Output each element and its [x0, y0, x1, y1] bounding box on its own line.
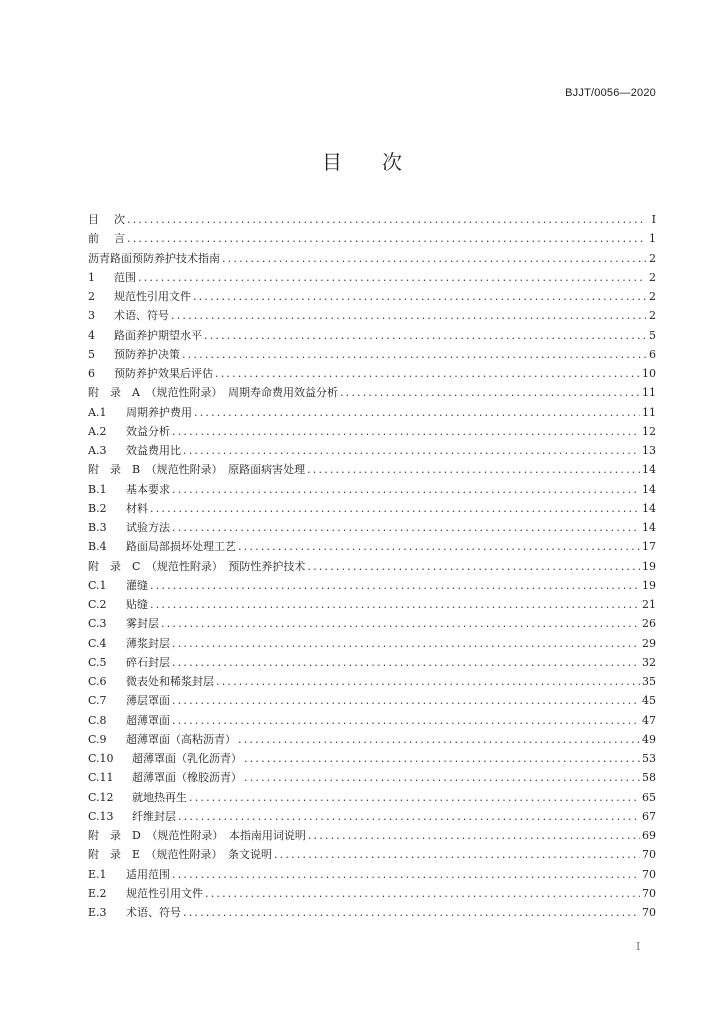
- toc-entry-page: 2: [649, 290, 656, 303]
- toc-entry-page: 58: [642, 771, 656, 785]
- page-number: I: [636, 940, 641, 953]
- toc-leader-dots: [172, 691, 640, 710]
- toc-leader-dots: [150, 576, 640, 595]
- toc-leader-dots: [172, 634, 640, 653]
- toc-entry[interactable]: [88, 768, 656, 787]
- toc-entry[interactable]: [88, 249, 656, 268]
- toc-entry[interactable]: [88, 287, 656, 306]
- toc-entry-title: 预防养护效果后评估: [114, 367, 213, 380]
- toc-leader-dots: [238, 537, 640, 556]
- toc-entry-title: 碎石封层: [126, 655, 170, 669]
- toc-entry-page: 14: [642, 501, 656, 515]
- toc-entry[interactable]: [88, 326, 656, 345]
- toc-entry-title: 预防养护决策: [114, 347, 180, 361]
- toc-entry-page: 19: [642, 578, 656, 592]
- toc-entry-page: 12: [642, 424, 656, 438]
- toc-leader-dots: [171, 306, 646, 325]
- toc-leader-dots: [308, 826, 640, 845]
- toc-entry-page: 70: [642, 906, 656, 919]
- toc-entry[interactable]: [88, 229, 656, 248]
- toc-entry-page: 32: [642, 655, 656, 669]
- toc-entry-page: 70: [642, 848, 656, 862]
- toc-leader-dots: [172, 653, 640, 672]
- toc-entry-page: 19: [642, 559, 656, 573]
- toc-entry-title: 纤维封层: [132, 809, 176, 823]
- toc-entry-number: C.12: [88, 790, 114, 804]
- toc-entry-page: 47: [642, 713, 656, 727]
- toc-entry-title: 附 录 D （规范性附录） 本指南用词说明: [88, 829, 306, 842]
- toc-entry-title: 雾封层: [126, 617, 159, 631]
- toc-entry-title: 材料: [126, 501, 148, 515]
- toc-entry-number: C.3: [88, 617, 107, 631]
- toc-entry[interactable]: [88, 537, 656, 556]
- toc-entry-title: 就地热再生: [132, 790, 187, 804]
- toc-entry-number: 4: [88, 328, 95, 342]
- toc-entry-number: C.6: [88, 675, 107, 688]
- toc-entry[interactable]: [88, 614, 656, 633]
- toc-entry-page: 11: [642, 386, 656, 400]
- toc-entry-page: 13: [642, 444, 656, 457]
- toc-entry-number: C.1: [88, 578, 107, 592]
- toc-entry-title: 超薄罩面（高粘沥青）: [126, 732, 236, 746]
- document-code: BJJT/0056—2020: [565, 87, 656, 99]
- toc-entry-number: 5: [88, 347, 95, 361]
- toc-leader-dots: [189, 788, 640, 807]
- toc-entry-title: 术语、符号: [126, 906, 181, 919]
- toc-entry-page: 14: [642, 463, 656, 477]
- toc-entry-title: 路面养护期望水平: [114, 328, 202, 342]
- toc-entry-title: 基本要求: [126, 482, 170, 496]
- toc-leader-dots: [244, 768, 640, 787]
- toc-entry-page: 21: [642, 598, 656, 611]
- toc-entry-page: 14: [642, 521, 656, 534]
- toc-entry-number: A.3: [88, 444, 107, 457]
- toc-leader-dots: [194, 403, 640, 422]
- toc-entry-title: 效益分析: [126, 424, 170, 438]
- toc-entry-title: 次: [114, 213, 125, 226]
- toc-entry-number: B.2: [88, 501, 107, 515]
- toc-entry[interactable]: [88, 557, 656, 576]
- toc-entry-title: 附 录 A （规范性附录） 周期寿命费用效益分析: [88, 386, 338, 400]
- toc-leader-dots: [150, 499, 640, 518]
- toc-entry[interactable]: [88, 653, 656, 672]
- toc-entry-number: E.2: [88, 886, 107, 900]
- toc-entry-title: 超薄罩面: [126, 713, 170, 727]
- toc-entry-page: 53: [642, 752, 656, 765]
- toc-leader-dots: [340, 383, 640, 402]
- toc-entry[interactable]: [88, 499, 656, 518]
- toc-leader-dots: [183, 441, 640, 460]
- toc-entry-page: 69: [642, 829, 656, 842]
- toc-entry-page: 5: [649, 328, 656, 342]
- toc-leader-dots: [307, 557, 640, 576]
- toc-entry-title: 适用范围: [126, 867, 170, 881]
- toc-entry-title: 附 录 E （规范性附录） 条文说明: [88, 848, 273, 862]
- toc-entry-page: 2: [649, 251, 656, 265]
- toc-entry-title: 薄层罩面: [126, 694, 170, 708]
- toc-entry-page: 67: [642, 809, 656, 823]
- toc-entry-number: 1: [88, 270, 95, 284]
- toc-entry-number: C.10: [88, 752, 114, 765]
- toc-leader-dots: [138, 268, 646, 287]
- toc-leader-dots: [238, 730, 640, 749]
- toc-entry[interactable]: [88, 711, 656, 730]
- toc-leader-dots: [204, 326, 646, 345]
- toc-leader-dots: [172, 422, 640, 441]
- toc-entry-page: 14: [642, 482, 656, 496]
- toc-entry[interactable]: [88, 788, 656, 807]
- toc-entry-number: C.5: [88, 655, 107, 669]
- toc-leader-dots: [205, 884, 640, 903]
- toc-entry[interactable]: [88, 383, 656, 402]
- toc-entry-page: 65: [642, 790, 656, 804]
- toc-leader-dots: [182, 345, 646, 364]
- toc-entry-page: 6: [649, 347, 656, 361]
- toc-entry[interactable]: [88, 884, 656, 903]
- toc-entry-number: 3: [88, 309, 95, 323]
- table-of-contents: [88, 210, 656, 922]
- toc-entry-title: 规范性引用文件: [114, 290, 191, 303]
- toc-entry-number: A.1: [88, 405, 107, 419]
- toc-leader-dots: [244, 749, 640, 768]
- toc-entry[interactable]: [88, 441, 656, 460]
- toc-entry[interactable]: [88, 345, 656, 364]
- toc-title: [0, 146, 724, 175]
- toc-leader-dots: [161, 614, 640, 633]
- toc-entry-number: E.1: [88, 867, 107, 881]
- toc-entry-page: 35: [642, 675, 656, 688]
- toc-entry-title: 术语、符号: [114, 309, 169, 323]
- toc-leader-dots: [274, 845, 640, 864]
- toc-title-left: 目: [322, 150, 342, 174]
- toc-entry[interactable]: [88, 672, 656, 691]
- toc-entry-title: 薄浆封层: [126, 636, 170, 650]
- toc-entry[interactable]: [88, 845, 656, 864]
- toc-leader-dots: [178, 807, 640, 826]
- toc-entry[interactable]: [88, 634, 656, 653]
- toc-entry-page: 1: [649, 232, 656, 246]
- toc-entry[interactable]: [88, 306, 656, 325]
- toc-entry[interactable]: [88, 422, 656, 441]
- toc-title-right: 次: [382, 150, 402, 174]
- toc-leader-dots: [216, 672, 640, 691]
- toc-entry-number: 目: [88, 213, 99, 226]
- toc-entry-title: 试验方法: [126, 521, 170, 534]
- toc-entry-number: C.7: [88, 694, 107, 708]
- toc-entry-number: C.11: [88, 771, 114, 785]
- toc-entry[interactable]: [88, 595, 656, 614]
- toc-leader-dots: [215, 364, 640, 383]
- toc-entry-number: 6: [88, 367, 95, 380]
- toc-entry[interactable]: [88, 576, 656, 595]
- toc-entry-number: C.8: [88, 713, 107, 727]
- toc-entry[interactable]: [88, 460, 656, 479]
- toc-leader-dots: [307, 460, 640, 479]
- toc-entry-title: 灌缝: [126, 578, 148, 592]
- toc-entry[interactable]: [88, 807, 656, 826]
- toc-entry-page: I: [651, 213, 656, 226]
- toc-entry-page: 10: [642, 367, 656, 380]
- toc-entry-page: 29: [642, 636, 656, 650]
- toc-entry-page: 2: [649, 309, 656, 323]
- toc-entry-title: 超薄罩面（乳化沥青）: [132, 752, 242, 765]
- toc-entry[interactable]: [88, 518, 656, 537]
- toc-leader-dots: [222, 249, 646, 268]
- toc-entry[interactable]: [88, 826, 656, 845]
- toc-entry-title: 周期养护费用: [126, 405, 192, 419]
- toc-entry-title: 附 录 B （规范性附录） 原路面病害处理: [88, 463, 306, 477]
- toc-entry-title: 规范性引用文件: [126, 886, 203, 900]
- toc-entry-page: 70: [642, 867, 656, 881]
- toc-leader-dots: [172, 711, 640, 730]
- toc-entry-page: 17: [642, 540, 656, 554]
- toc-entry[interactable]: [88, 691, 656, 710]
- toc-entry-page: 45: [642, 694, 656, 708]
- toc-entry-number: B.3: [88, 521, 107, 534]
- toc-entry-title: 范围: [114, 270, 136, 284]
- toc-entry-number: B.4: [88, 540, 107, 554]
- toc-entry-page: 11: [642, 405, 656, 419]
- toc-leader-dots: [172, 518, 640, 537]
- toc-entry-number: C.4: [88, 636, 107, 650]
- toc-entry[interactable]: [88, 903, 656, 922]
- toc-entry-title: 贴缝: [126, 598, 148, 611]
- toc-leader-dots: [127, 229, 646, 248]
- toc-entry-number: E.3: [88, 906, 107, 919]
- toc-entry-title: 路面局部损坏处理工艺: [126, 540, 236, 554]
- toc-leader-dots: [172, 865, 640, 884]
- toc-entry-page: 2: [649, 270, 656, 284]
- toc-entry-number: C.13: [88, 809, 114, 823]
- toc-entry-title: 言: [114, 232, 125, 246]
- toc-entry-number: C.2: [88, 598, 107, 611]
- toc-entry[interactable]: [88, 364, 656, 383]
- toc-entry-number: 2: [88, 290, 95, 303]
- toc-leader-dots: [172, 480, 640, 499]
- toc-entry[interactable]: [88, 210, 656, 229]
- toc-entry-number: B.1: [88, 482, 107, 496]
- toc-entry-number: A.2: [88, 424, 107, 438]
- toc-entry[interactable]: [88, 403, 656, 422]
- toc-entry-page: 49: [642, 732, 656, 746]
- toc-entry[interactable]: [88, 749, 656, 768]
- toc-entry-title: 微表处和稀浆封层: [126, 675, 214, 688]
- toc-entry-number: 前: [88, 232, 99, 246]
- toc-entry[interactable]: [88, 865, 656, 884]
- toc-entry-title: 超薄罩面（橡胶沥青）: [132, 771, 242, 785]
- toc-leader-dots: [127, 210, 646, 229]
- toc-entry-title: 沥青路面预防养护技术指南: [88, 251, 220, 265]
- toc-leader-dots: [150, 595, 640, 614]
- toc-entry[interactable]: [88, 480, 656, 499]
- toc-entry[interactable]: [88, 730, 656, 749]
- toc-entry-title: 附 录 C （规范性附录） 预防性养护技术: [88, 559, 306, 573]
- toc-entry-number: C.9: [88, 732, 107, 746]
- toc-entry-title: 效益费用比: [126, 444, 181, 457]
- toc-leader-dots: [193, 287, 646, 306]
- toc-entry-page: 26: [642, 617, 656, 631]
- toc-entry-page: 70: [642, 886, 656, 900]
- toc-leader-dots: [183, 903, 640, 922]
- toc-entry[interactable]: [88, 268, 656, 287]
